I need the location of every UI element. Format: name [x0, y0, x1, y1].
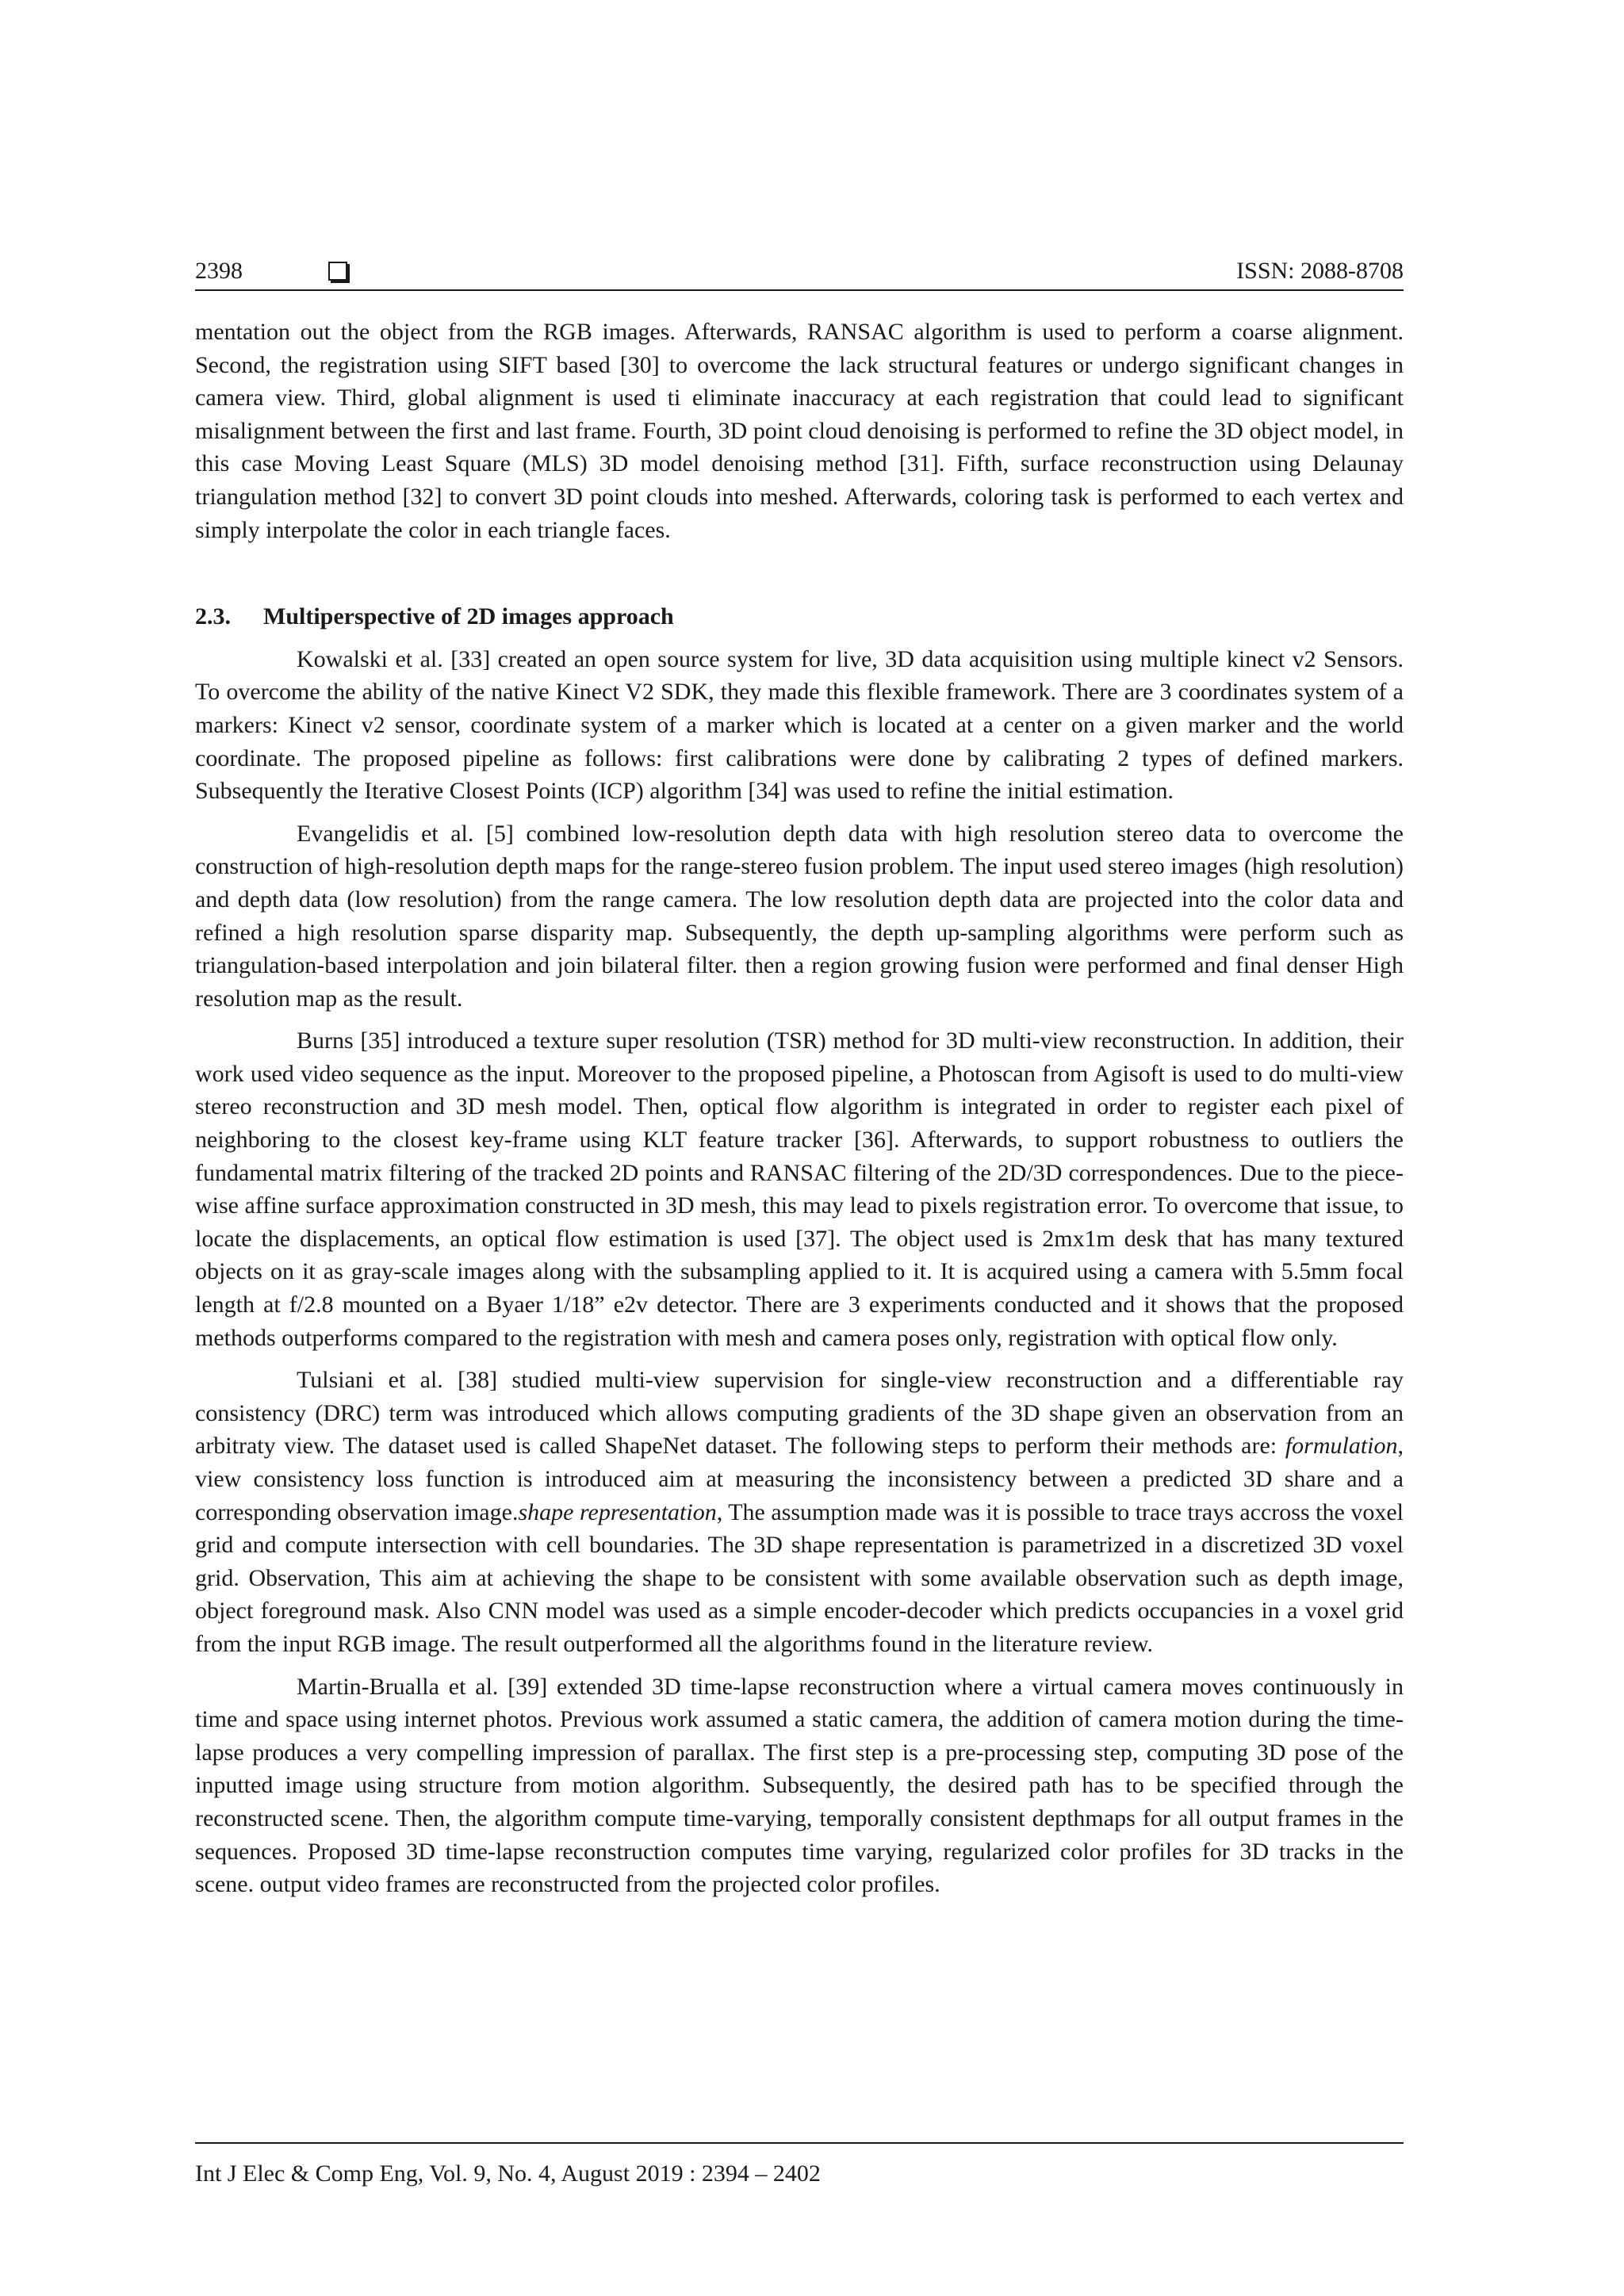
term-shape-representation: shape representation	[518, 1498, 717, 1525]
paragraph-evangelidis: Evangelidis et al. [5] combined low-resolution depth data with high resolution stereo data to overcome the construction of high-resolution depth maps for the range-stereo fusion problem. The input used stereo images (high resolution) and depth data (low resolution) from the range camera. The low resolution depth data are projected into the color data and refined a high resolution sparse disparity map. Subsequently, the depth up-sampling algorithms were perform such as triangulation-based interpolation and join bilateral filter. then a region growing fusion were performed and final denser High resolution map as the result.	[195, 820, 1404, 1012]
tulsiani-text-c: , The assumption made was it is possible to trace trays accross the voxel grid and compute intersection with cell boundaries. The 3D shape representation is parametrized in a discretized 3D voxel grid. Observation, This aim at achieving the shape to be consistent with some available observation such as depth image, object foreground mask. Also CNN model was used as a simple encoder-decoder which predicts occupancies in a voxel grid from the input RGB image. The result outperformed all the algorithms found in the literature review.	[195, 1498, 1404, 1657]
box-icon	[328, 262, 347, 281]
tulsiani-text-b: , view consistency loss function is introduced aim at measuring the inconsistency between a predicted 3D share and a corresponding observation image.	[195, 1433, 1404, 1525]
paragraph-tulsiani	[195, 1364, 1404, 1660]
article-body	[195, 316, 1404, 1901]
section-number: 2.3.	[195, 603, 231, 630]
term-formulation: formulation	[1285, 1433, 1398, 1460]
header-rule	[195, 289, 1404, 291]
issn: ISSN: 2088-8708	[1236, 258, 1404, 284]
paragraph-continued: mentation out the object from the RGB images. Afterwards, RANSAC algorithm is used to perform a coarse alignment. Second, the registration using SIFT based [30] to overcome the lack structural features or undergo significant changes in camera view. Third, global alignment is used ti eliminate inaccuracy at each registration that could lead to significant misalignment between the first and last frame. Fourth, 3D point cloud denoising is performed to refine the 3D object model, in this case Moving Least Square (MLS) 3D model denoising method [31]. Fifth, surface reconstruction using Delaunay triangulation method [32] to convert 3D point clouds into meshed. Afterwards, coloring task is performed to each vertex and simply interpolate the color in each triangle faces.	[195, 319, 1404, 543]
journal-citation: Int J Elec & Comp Eng, Vol. 9, No. 4, August 2019 : 2394 – 2402	[195, 2160, 821, 2187]
paragraph-martin-brualla: Martin-Brualla et al. [39] extended 3D time-lapse reconstruction where a virtual camera moves continuously in time and space using internet photos. Previous work assumed a static camera, the addition of camera motion during the time-lapse produces a very compelling impression of parallax. The first step is a pre-processing step, computing 3D pose of the inputted image using structure from motion algorithm. Subsequently, the desired path has to be specified through the reconstructed scene. Then, the algorithm compute time-varying, temporally consistent depthmaps for all output frames in the sequences. Proposed 3D time-lapse reconstruction computes time varying, regularized color profiles for 3D tracks in the scene. output video frames are reconstructed from the projected color profiles.	[195, 1673, 1404, 1898]
tulsiani-text-a: Tulsiani et al. [38] studied multi-view supervision for single-view reconstruction and a differentiable ray consistency (DRC) term was introduced which allows computing gradients of the 3D shape given an observation from an arbitraty view. The dataset used is called ShapeNet dataset. The following steps to perform their methods are:	[195, 1367, 1404, 1460]
page-header	[195, 255, 1404, 287]
section-heading	[195, 600, 1404, 633]
section-title: Multiperspective of 2D images approach	[263, 603, 674, 630]
page-number: 2398	[195, 258, 243, 284]
paragraph-kowalski: Kowalski et al. [33] created an open source system for live, 3D data acquisition using multiple kinect v2 Sensors. To overcome the ability of the native Kinect V2 SDK, they made this flexible framework. There are 3 coordinates system of a markers: Kinect v2 sensor, coordinate system of a marker which is located at a center on a given marker and the world coordinate. The proposed pipeline as follows: first calibrations were done by calibrating 2 types of defined markers. Subsequently the Iterative Closest Points (ICP) algorithm [34] was used to refine the initial estimation.	[195, 645, 1404, 805]
footer-rule	[195, 2142, 1404, 2144]
paragraph-burns: Burns [35] introduced a texture super resolution (TSR) method for 3D multi-view reconstruction. In addition, their work used video sequence as the input. Moreover to the proposed pipeline, a Photoscan from Agisoft is used to do multi-view stereo reconstruction and 3D mesh model. Then, optical flow algorithm is integrated in order to register each pixel of neighboring to the closest key-frame using KLT feature tracker [36]. Afterwards, to support robustness to outliers the fundamental matrix filtering of the tracked 2D points and RANSAC filtering of the 2D/3D correspondences. Due to the piece-wise affine surface approximation constructed in 3D mesh, this may lead to pixels registration error. To overcome that issue, to locate the displacements, an optical flow estimation is used [37]. The object used is 2mx1m desk that has many textured objects on it as gray-scale images along with the subsampling applied to it. It is acquired using a camera with 5.5mm focal length at f/2.8 mounted on a Byaer 1/18” e2v detector. There are 3 experiments conducted and it shows that the proposed methods outperforms compared to the registration with mesh and camera poses only, registration with optical flow only.	[195, 1027, 1404, 1351]
